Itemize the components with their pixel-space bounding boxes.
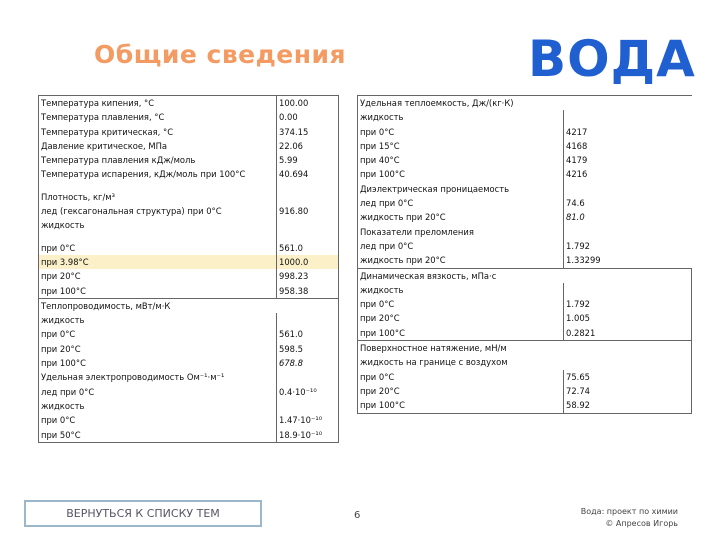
property-value: 1000.0 bbox=[277, 255, 339, 269]
table-row bbox=[39, 313, 339, 327]
property-value: 374.15 bbox=[277, 125, 339, 139]
property-label: при 0°С bbox=[39, 241, 277, 255]
property-label: при 0°С bbox=[358, 125, 564, 139]
table-row bbox=[39, 298, 339, 313]
section-header: Диэлектрическая проницаемость bbox=[358, 182, 564, 196]
section-header: Теплопроводимость, мВт/м·К bbox=[39, 298, 277, 313]
brand-title: ВОДА bbox=[528, 30, 696, 88]
property-value: 561.0 bbox=[277, 327, 339, 341]
section-header: Плотность, кг/м³ bbox=[39, 190, 277, 204]
table-row bbox=[39, 385, 339, 399]
property-label: Давление критическое, МПа bbox=[39, 139, 277, 153]
property-value: 958.38 bbox=[277, 284, 339, 299]
table-row bbox=[358, 125, 692, 139]
property-label: при 0°С bbox=[39, 413, 277, 427]
property-value: 4168 bbox=[564, 139, 692, 153]
property-label: при 100°С bbox=[39, 284, 277, 299]
table-row bbox=[39, 284, 339, 299]
property-value: 72.74 bbox=[564, 384, 692, 398]
footer-credit bbox=[560, 506, 678, 530]
table-row bbox=[39, 125, 339, 139]
right-properties-table bbox=[357, 95, 692, 414]
property-label: Температура испарения, кДж/моль при 100°С bbox=[39, 167, 277, 181]
subsection-label: жидкость bbox=[39, 399, 277, 413]
table-row bbox=[358, 268, 692, 283]
table-row bbox=[39, 428, 339, 443]
property-value: 58.92 bbox=[564, 398, 692, 413]
subsection-label: жидкость bbox=[39, 313, 277, 327]
table-row bbox=[39, 204, 339, 218]
credit-line-2: © Апресов Игорь bbox=[605, 519, 678, 528]
property-label: при 0°С bbox=[358, 297, 564, 311]
table-row bbox=[358, 167, 692, 181]
left-properties-table bbox=[38, 95, 339, 443]
property-value: 4217 bbox=[564, 125, 692, 139]
property-value: 0.4·10⁻¹⁰ bbox=[277, 385, 339, 399]
property-label: Температура кипения, °С bbox=[39, 96, 277, 111]
table-row bbox=[39, 342, 339, 356]
property-value: 18.9·10⁻¹⁰ bbox=[277, 428, 339, 443]
property-label: при 100°С bbox=[358, 167, 564, 181]
table-row bbox=[39, 413, 339, 427]
property-label: Температура критическая, °С bbox=[39, 125, 277, 139]
subsection-label: жидкость bbox=[358, 110, 564, 124]
property-label: при 100°С bbox=[358, 326, 564, 341]
section-header: Поверхностное натяжение, мН/м bbox=[358, 341, 564, 356]
table-row bbox=[39, 356, 339, 370]
section-header: Динамическая вязкость, мПа·с bbox=[358, 268, 564, 283]
table-row bbox=[358, 326, 692, 341]
property-label: при 0°С bbox=[39, 327, 277, 341]
table-row bbox=[358, 110, 692, 124]
property-value: 4179 bbox=[564, 153, 692, 167]
property-label: жидкость при 20°С bbox=[358, 210, 564, 224]
property-label: при 20°С bbox=[358, 384, 564, 398]
table-row bbox=[39, 153, 339, 167]
property-value: 561.0 bbox=[277, 241, 339, 255]
property-value: 100.00 bbox=[277, 96, 339, 111]
property-value: 678.8 bbox=[277, 356, 339, 370]
property-value: 998.23 bbox=[277, 269, 339, 283]
property-value: 4216 bbox=[564, 167, 692, 181]
property-value: 1.47·10⁻¹⁰ bbox=[277, 413, 339, 427]
table-row bbox=[39, 167, 339, 181]
property-label: при 15°С bbox=[358, 139, 564, 153]
spacer-row bbox=[39, 182, 339, 190]
table-row bbox=[358, 196, 692, 210]
table-row bbox=[39, 110, 339, 124]
property-value: 74.6 bbox=[564, 196, 692, 210]
table-row bbox=[358, 384, 692, 398]
property-label: Температура плавления, °С bbox=[39, 110, 277, 124]
table-row bbox=[358, 355, 692, 369]
credit-line-1: Вода: проект по химии bbox=[580, 507, 678, 516]
property-label: при 100°С bbox=[358, 398, 564, 413]
table-row bbox=[358, 139, 692, 153]
table-row bbox=[358, 311, 692, 325]
property-label: лед (гексагональная структура) при 0°С bbox=[39, 204, 277, 218]
table-row bbox=[39, 255, 339, 269]
table-row bbox=[358, 153, 692, 167]
table-row bbox=[358, 239, 692, 253]
property-value: 1.33299 bbox=[564, 253, 692, 268]
table-row bbox=[358, 182, 692, 196]
table-row bbox=[39, 139, 339, 153]
property-value: 0.00 bbox=[277, 110, 339, 124]
property-label: при 50°С bbox=[39, 428, 277, 443]
property-label: при 20°С bbox=[39, 342, 277, 356]
back-to-topics-button[interactable]: ВЕРНУТЬСЯ К СПИСКУ ТЕМ bbox=[24, 500, 262, 527]
table-row bbox=[358, 253, 692, 268]
table-row bbox=[358, 341, 692, 356]
property-label: при 40°С bbox=[358, 153, 564, 167]
table-row bbox=[39, 399, 339, 413]
property-value: 916.80 bbox=[277, 204, 339, 218]
property-label: при 0°С bbox=[358, 370, 564, 384]
property-label: при 3.98°С bbox=[39, 255, 277, 269]
table-row bbox=[39, 269, 339, 283]
property-value: 598.5 bbox=[277, 342, 339, 356]
property-value: 5.99 bbox=[277, 153, 339, 167]
subsection-label: жидкость bbox=[39, 218, 277, 232]
section-header: Показатели преломления bbox=[358, 225, 564, 239]
property-value: 1.792 bbox=[564, 239, 692, 253]
property-label: при 20°С bbox=[39, 269, 277, 283]
property-label: лед при 0°С bbox=[39, 385, 277, 399]
table-row bbox=[39, 190, 339, 204]
table-row bbox=[358, 225, 692, 239]
section-header: Удельная теплоемкость, Дж/(кг·К) bbox=[358, 96, 564, 111]
table-row bbox=[39, 327, 339, 341]
table-row bbox=[358, 210, 692, 224]
table-row bbox=[358, 96, 692, 111]
table-row bbox=[358, 398, 692, 413]
subsection-label: жидкость bbox=[358, 283, 564, 297]
property-label: при 20°С bbox=[358, 311, 564, 325]
spacer-row bbox=[39, 233, 339, 241]
property-label: Температура плавления кДж/моль bbox=[39, 153, 277, 167]
table-row bbox=[39, 370, 339, 384]
property-label: при 100°С bbox=[39, 356, 277, 370]
property-label: лед при 0°С bbox=[358, 196, 564, 210]
table-row bbox=[39, 96, 339, 111]
property-value: 22.06 bbox=[277, 139, 339, 153]
property-value: 75.65 bbox=[564, 370, 692, 384]
table-row bbox=[358, 370, 692, 384]
table-row bbox=[39, 218, 339, 232]
property-label: жидкость при 20°С bbox=[358, 253, 564, 268]
table-row bbox=[358, 297, 692, 311]
property-value: 1.792 bbox=[564, 297, 692, 311]
property-label: лед при 0°С bbox=[358, 239, 564, 253]
page-number: 6 bbox=[354, 510, 361, 521]
property-value: 81.0 bbox=[564, 210, 692, 224]
table-row bbox=[39, 241, 339, 255]
section-header: Удельная электропроводимость Ом⁻¹·м⁻¹ bbox=[39, 370, 277, 384]
page-title: Общие сведения bbox=[94, 40, 347, 69]
property-value: 1.005 bbox=[564, 311, 692, 325]
table-row bbox=[358, 283, 692, 297]
subsection-label: жидкость на границе с воздухом bbox=[358, 355, 564, 369]
property-value: 0.2821 bbox=[564, 326, 692, 341]
property-value: 40.694 bbox=[277, 167, 339, 181]
